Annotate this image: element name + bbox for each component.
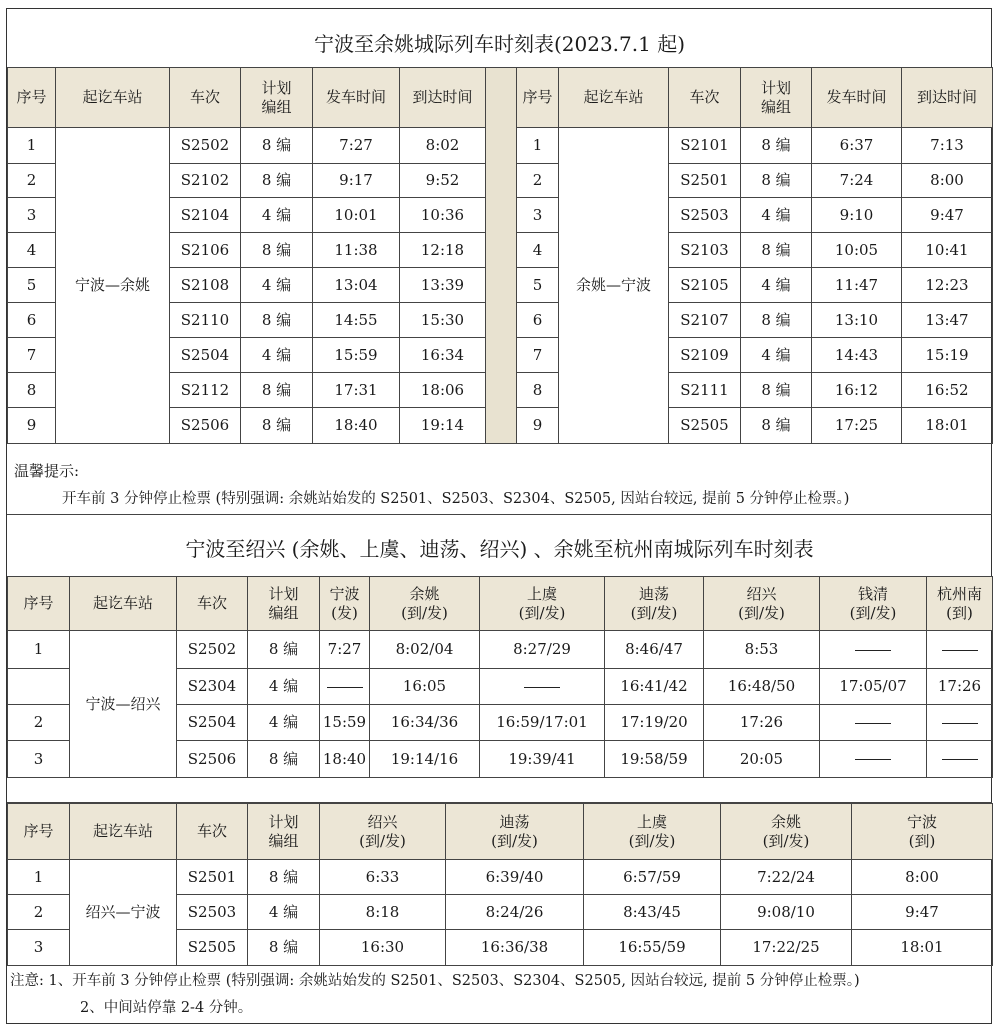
train-composition: 4 编	[241, 268, 313, 303]
table1	[7, 67, 993, 444]
column-gap	[486, 68, 517, 444]
column-header: 序号	[517, 68, 559, 128]
row-number: 3	[8, 741, 70, 778]
table2	[7, 576, 993, 804]
train-number: S2504	[177, 705, 248, 741]
train-composition: 8 编	[248, 860, 320, 895]
arrival-time: 8:00	[902, 164, 993, 198]
row-number: 9	[517, 408, 559, 444]
table-row	[8, 860, 993, 895]
station-time: 17:26	[704, 705, 820, 741]
train-number: S2101	[669, 128, 741, 164]
train-number: S2503	[177, 895, 248, 930]
column-header: 到达时间	[400, 68, 486, 128]
station-time: 16:59/17:01	[480, 705, 605, 741]
station-time	[480, 669, 605, 705]
station-time: 6:39/40	[446, 860, 584, 895]
arrival-time: 16:34	[400, 338, 486, 373]
row-number: 4	[517, 233, 559, 268]
arrival-time: 10:41	[902, 233, 993, 268]
station-time	[927, 741, 993, 778]
row-number: 4	[8, 233, 56, 268]
train-composition: 4 编	[241, 338, 313, 373]
tip-label: 温馨提示:	[14, 462, 80, 480]
row-number: 6	[8, 303, 56, 338]
station-time: 17:19/20	[605, 705, 704, 741]
row-number: 8	[517, 373, 559, 408]
spacer-cell	[8, 778, 993, 804]
column-header: 计划 编组	[241, 68, 313, 128]
train-number: S2109	[669, 338, 741, 373]
row-number	[8, 669, 70, 705]
arrival-time: 16:52	[902, 373, 993, 408]
station-time: 8:18	[320, 895, 446, 930]
departure-time: 14:43	[812, 338, 902, 373]
train-number: S2506	[177, 741, 248, 778]
station-time: 6:57/59	[584, 860, 721, 895]
route-cell: 宁波—绍兴	[70, 631, 177, 778]
row-number: 3	[8, 930, 70, 966]
row-number: 5	[517, 268, 559, 303]
column-header: 起讫车站	[559, 68, 669, 128]
departure-time: 14:55	[313, 303, 400, 338]
departure-time: 7:24	[812, 164, 902, 198]
station-time: 16:48/50	[704, 669, 820, 705]
column-header: 序号	[8, 68, 56, 128]
train-composition: 8 编	[741, 408, 812, 444]
train-number: S2111	[669, 373, 741, 408]
departure-time: 10:01	[313, 198, 400, 233]
train-composition: 8 编	[741, 128, 812, 164]
arrival-time: 18:06	[400, 373, 486, 408]
notes-line1: 注意: 1、开车前 3 分钟停止检票 (特别强调: 余姚站始发的 S2501、S2503、S2304、S2505, 因站台较远, 提前 5 分钟停止检票。)	[10, 973, 860, 989]
train-composition: 8 编	[741, 233, 812, 268]
train-composition: 4 编	[741, 198, 812, 233]
train-composition: 4 编	[741, 338, 812, 373]
row-number: 3	[8, 198, 56, 233]
train-composition: 4 编	[248, 669, 320, 705]
station-time: 18:40	[320, 741, 370, 778]
departure-time: 9:10	[812, 198, 902, 233]
train-number: S2105	[669, 268, 741, 303]
dash-mark	[855, 650, 891, 651]
train-number: S2504	[170, 338, 241, 373]
column-header: 起讫车站	[70, 577, 177, 631]
column-header: 起讫车站	[70, 804, 177, 860]
dash-mark	[855, 723, 891, 724]
row-number: 6	[517, 303, 559, 338]
station-time: 16:36/38	[446, 930, 584, 966]
column-header: 杭州南 (到)	[927, 577, 993, 631]
departure-time: 15:59	[313, 338, 400, 373]
arrival-time: 15:30	[400, 303, 486, 338]
route-cell: 宁波—余姚	[56, 128, 170, 444]
station-time	[320, 669, 370, 705]
notes-line2: 2、中间站停靠 2-4 分钟。	[80, 1000, 253, 1016]
arrival-time: 10:36	[400, 198, 486, 233]
station-time: 19:58/59	[605, 741, 704, 778]
train-number: S2502	[177, 631, 248, 669]
train-composition: 4 编	[741, 268, 812, 303]
station-time: 8:53	[704, 631, 820, 669]
station-time: 19:39/41	[480, 741, 605, 778]
column-header: 发车时间	[313, 68, 400, 128]
row-number: 1	[8, 128, 56, 164]
dash-mark	[942, 650, 978, 651]
station-time	[820, 631, 927, 669]
station-time	[820, 705, 927, 741]
station-time: 20:05	[704, 741, 820, 778]
departure-time: 11:47	[812, 268, 902, 303]
column-header: 到达时间	[902, 68, 993, 128]
dash-mark	[524, 687, 560, 688]
departure-time: 13:04	[313, 268, 400, 303]
train-number: S2102	[170, 164, 241, 198]
train-composition: 8 编	[741, 164, 812, 198]
train-number: S2505	[669, 408, 741, 444]
dash-mark	[942, 759, 978, 760]
table-row	[8, 631, 993, 669]
column-header: 序号	[8, 804, 70, 860]
train-number: S2108	[170, 268, 241, 303]
train-composition: 8 编	[241, 164, 313, 198]
departure-time: 17:31	[313, 373, 400, 408]
column-header: 上虞 (到/发)	[584, 804, 721, 860]
station-time: 8:00	[852, 860, 993, 895]
train-number: S2501	[177, 860, 248, 895]
arrival-time: 15:19	[902, 338, 993, 373]
header-row	[8, 577, 993, 631]
column-header: 车次	[177, 577, 248, 631]
train-number: S2104	[170, 198, 241, 233]
station-time: 18:01	[852, 930, 993, 966]
column-header: 余姚 (到/发)	[370, 577, 480, 631]
route-cell: 绍兴—宁波	[70, 860, 177, 966]
station-time: 16:30	[320, 930, 446, 966]
station-time: 16:41/42	[605, 669, 704, 705]
column-header: 车次	[669, 68, 741, 128]
train-composition: 8 编	[241, 373, 313, 408]
station-time: 7:22/24	[721, 860, 852, 895]
header-row	[8, 804, 993, 860]
departure-time: 13:10	[812, 303, 902, 338]
column-header: 钱清 (到/发)	[820, 577, 927, 631]
column-header: 车次	[177, 804, 248, 860]
tip-text: 开车前 3 分钟停止检票 (特别强调: 余姚站始发的 S2501、S2503、S2304、S2505, 因站台较远, 提前 5 分钟停止检票。)	[62, 491, 850, 507]
column-header: 计划 编组	[248, 804, 320, 860]
departure-time: 9:17	[313, 164, 400, 198]
row-number: 7	[8, 338, 56, 373]
row-number: 8	[8, 373, 56, 408]
departure-time: 16:12	[812, 373, 902, 408]
table1-title: 宁波至余姚城际列车时刻表(2023.7.1 起)	[313, 32, 686, 56]
train-number: S2110	[170, 303, 241, 338]
column-header: 上虞 (到/发)	[480, 577, 605, 631]
row-number: 5	[8, 268, 56, 303]
dash-mark	[327, 687, 363, 688]
station-time: 8:43/45	[584, 895, 721, 930]
column-header: 绍兴 (到/发)	[704, 577, 820, 631]
row-number: 1	[517, 128, 559, 164]
row-number: 2	[8, 705, 70, 741]
column-header: 车次	[170, 68, 241, 128]
row-number: 1	[8, 860, 70, 895]
train-composition: 8 编	[241, 303, 313, 338]
column-header: 发车时间	[812, 68, 902, 128]
station-time: 16:34/36	[370, 705, 480, 741]
row-number: 9	[8, 408, 56, 444]
station-time: 7:27	[320, 631, 370, 669]
departure-time: 7:27	[313, 128, 400, 164]
departure-time: 17:25	[812, 408, 902, 444]
arrival-time: 13:47	[902, 303, 993, 338]
arrival-time: 7:13	[902, 128, 993, 164]
station-time: 19:14/16	[370, 741, 480, 778]
header-row	[8, 68, 993, 128]
column-header: 计划 编组	[741, 68, 812, 128]
arrival-time: 8:02	[400, 128, 486, 164]
table2-title: 宁波至绍兴 (余姚、上虞、迪荡、绍兴) 、余姚至杭州南城际列车时刻表	[185, 537, 814, 561]
section-divider	[7, 514, 992, 515]
station-time: 8:24/26	[446, 895, 584, 930]
arrival-time: 12:23	[902, 268, 993, 303]
train-composition: 8 编	[741, 373, 812, 408]
column-header: 宁波 (发)	[320, 577, 370, 631]
row-number: 7	[517, 338, 559, 373]
dash-mark	[942, 723, 978, 724]
arrival-time: 9:52	[400, 164, 486, 198]
row-number: 2	[517, 164, 559, 198]
row-number: 2	[8, 895, 70, 930]
station-time: 9:08/10	[721, 895, 852, 930]
departure-time: 6:37	[812, 128, 902, 164]
arrival-time: 18:01	[902, 408, 993, 444]
station-time: 8:02/04	[370, 631, 480, 669]
train-number: S2501	[669, 164, 741, 198]
station-time: 6:33	[320, 860, 446, 895]
train-number: S2304	[177, 669, 248, 705]
column-header: 迪荡 (到/发)	[605, 577, 704, 631]
departure-time: 18:40	[313, 408, 400, 444]
train-number: S2502	[170, 128, 241, 164]
station-time: 8:27/29	[480, 631, 605, 669]
station-time: 8:46/47	[605, 631, 704, 669]
arrival-time: 12:18	[400, 233, 486, 268]
departure-time: 10:05	[812, 233, 902, 268]
column-header: 绍兴 (到/发)	[320, 804, 446, 860]
column-header: 宁波 (到)	[852, 804, 993, 860]
column-header: 起讫车站	[56, 68, 170, 128]
column-header: 迪荡 (到/发)	[446, 804, 584, 860]
table3	[7, 803, 993, 966]
departure-time: 11:38	[313, 233, 400, 268]
station-time: 16:55/59	[584, 930, 721, 966]
column-header: 计划 编组	[248, 577, 320, 631]
arrival-time: 19:14	[400, 408, 486, 444]
train-composition: 4 编	[248, 705, 320, 741]
route-cell: 余姚—宁波	[559, 128, 669, 444]
station-time: 9:47	[852, 895, 993, 930]
train-composition: 8 编	[241, 128, 313, 164]
row-number: 1	[8, 631, 70, 669]
column-header: 余姚 (到/发)	[721, 804, 852, 860]
row-number: 2	[8, 164, 56, 198]
spacer-row	[8, 778, 993, 804]
train-composition: 8 编	[248, 930, 320, 966]
station-time	[820, 741, 927, 778]
train-number: S2107	[669, 303, 741, 338]
train-number: S2503	[669, 198, 741, 233]
station-time: 17:26	[927, 669, 993, 705]
train-composition: 4 编	[248, 895, 320, 930]
station-time	[927, 631, 993, 669]
train-composition: 8 编	[248, 631, 320, 669]
station-time: 16:05	[370, 669, 480, 705]
train-composition: 8 编	[241, 233, 313, 268]
train-number: S2103	[669, 233, 741, 268]
arrival-time: 13:39	[400, 268, 486, 303]
dash-mark	[855, 759, 891, 760]
train-number: S2505	[177, 930, 248, 966]
train-number: S2506	[170, 408, 241, 444]
station-time	[927, 705, 993, 741]
train-number: S2106	[170, 233, 241, 268]
train-composition: 8 编	[248, 741, 320, 778]
column-header: 序号	[8, 577, 70, 631]
train-composition: 8 编	[741, 303, 812, 338]
station-time: 17:05/07	[820, 669, 927, 705]
station-time: 15:59	[320, 705, 370, 741]
train-composition: 8 编	[241, 408, 313, 444]
row-number: 3	[517, 198, 559, 233]
train-composition: 4 编	[241, 198, 313, 233]
arrival-time: 9:47	[902, 198, 993, 233]
station-time: 17:22/25	[721, 930, 852, 966]
train-number: S2112	[170, 373, 241, 408]
